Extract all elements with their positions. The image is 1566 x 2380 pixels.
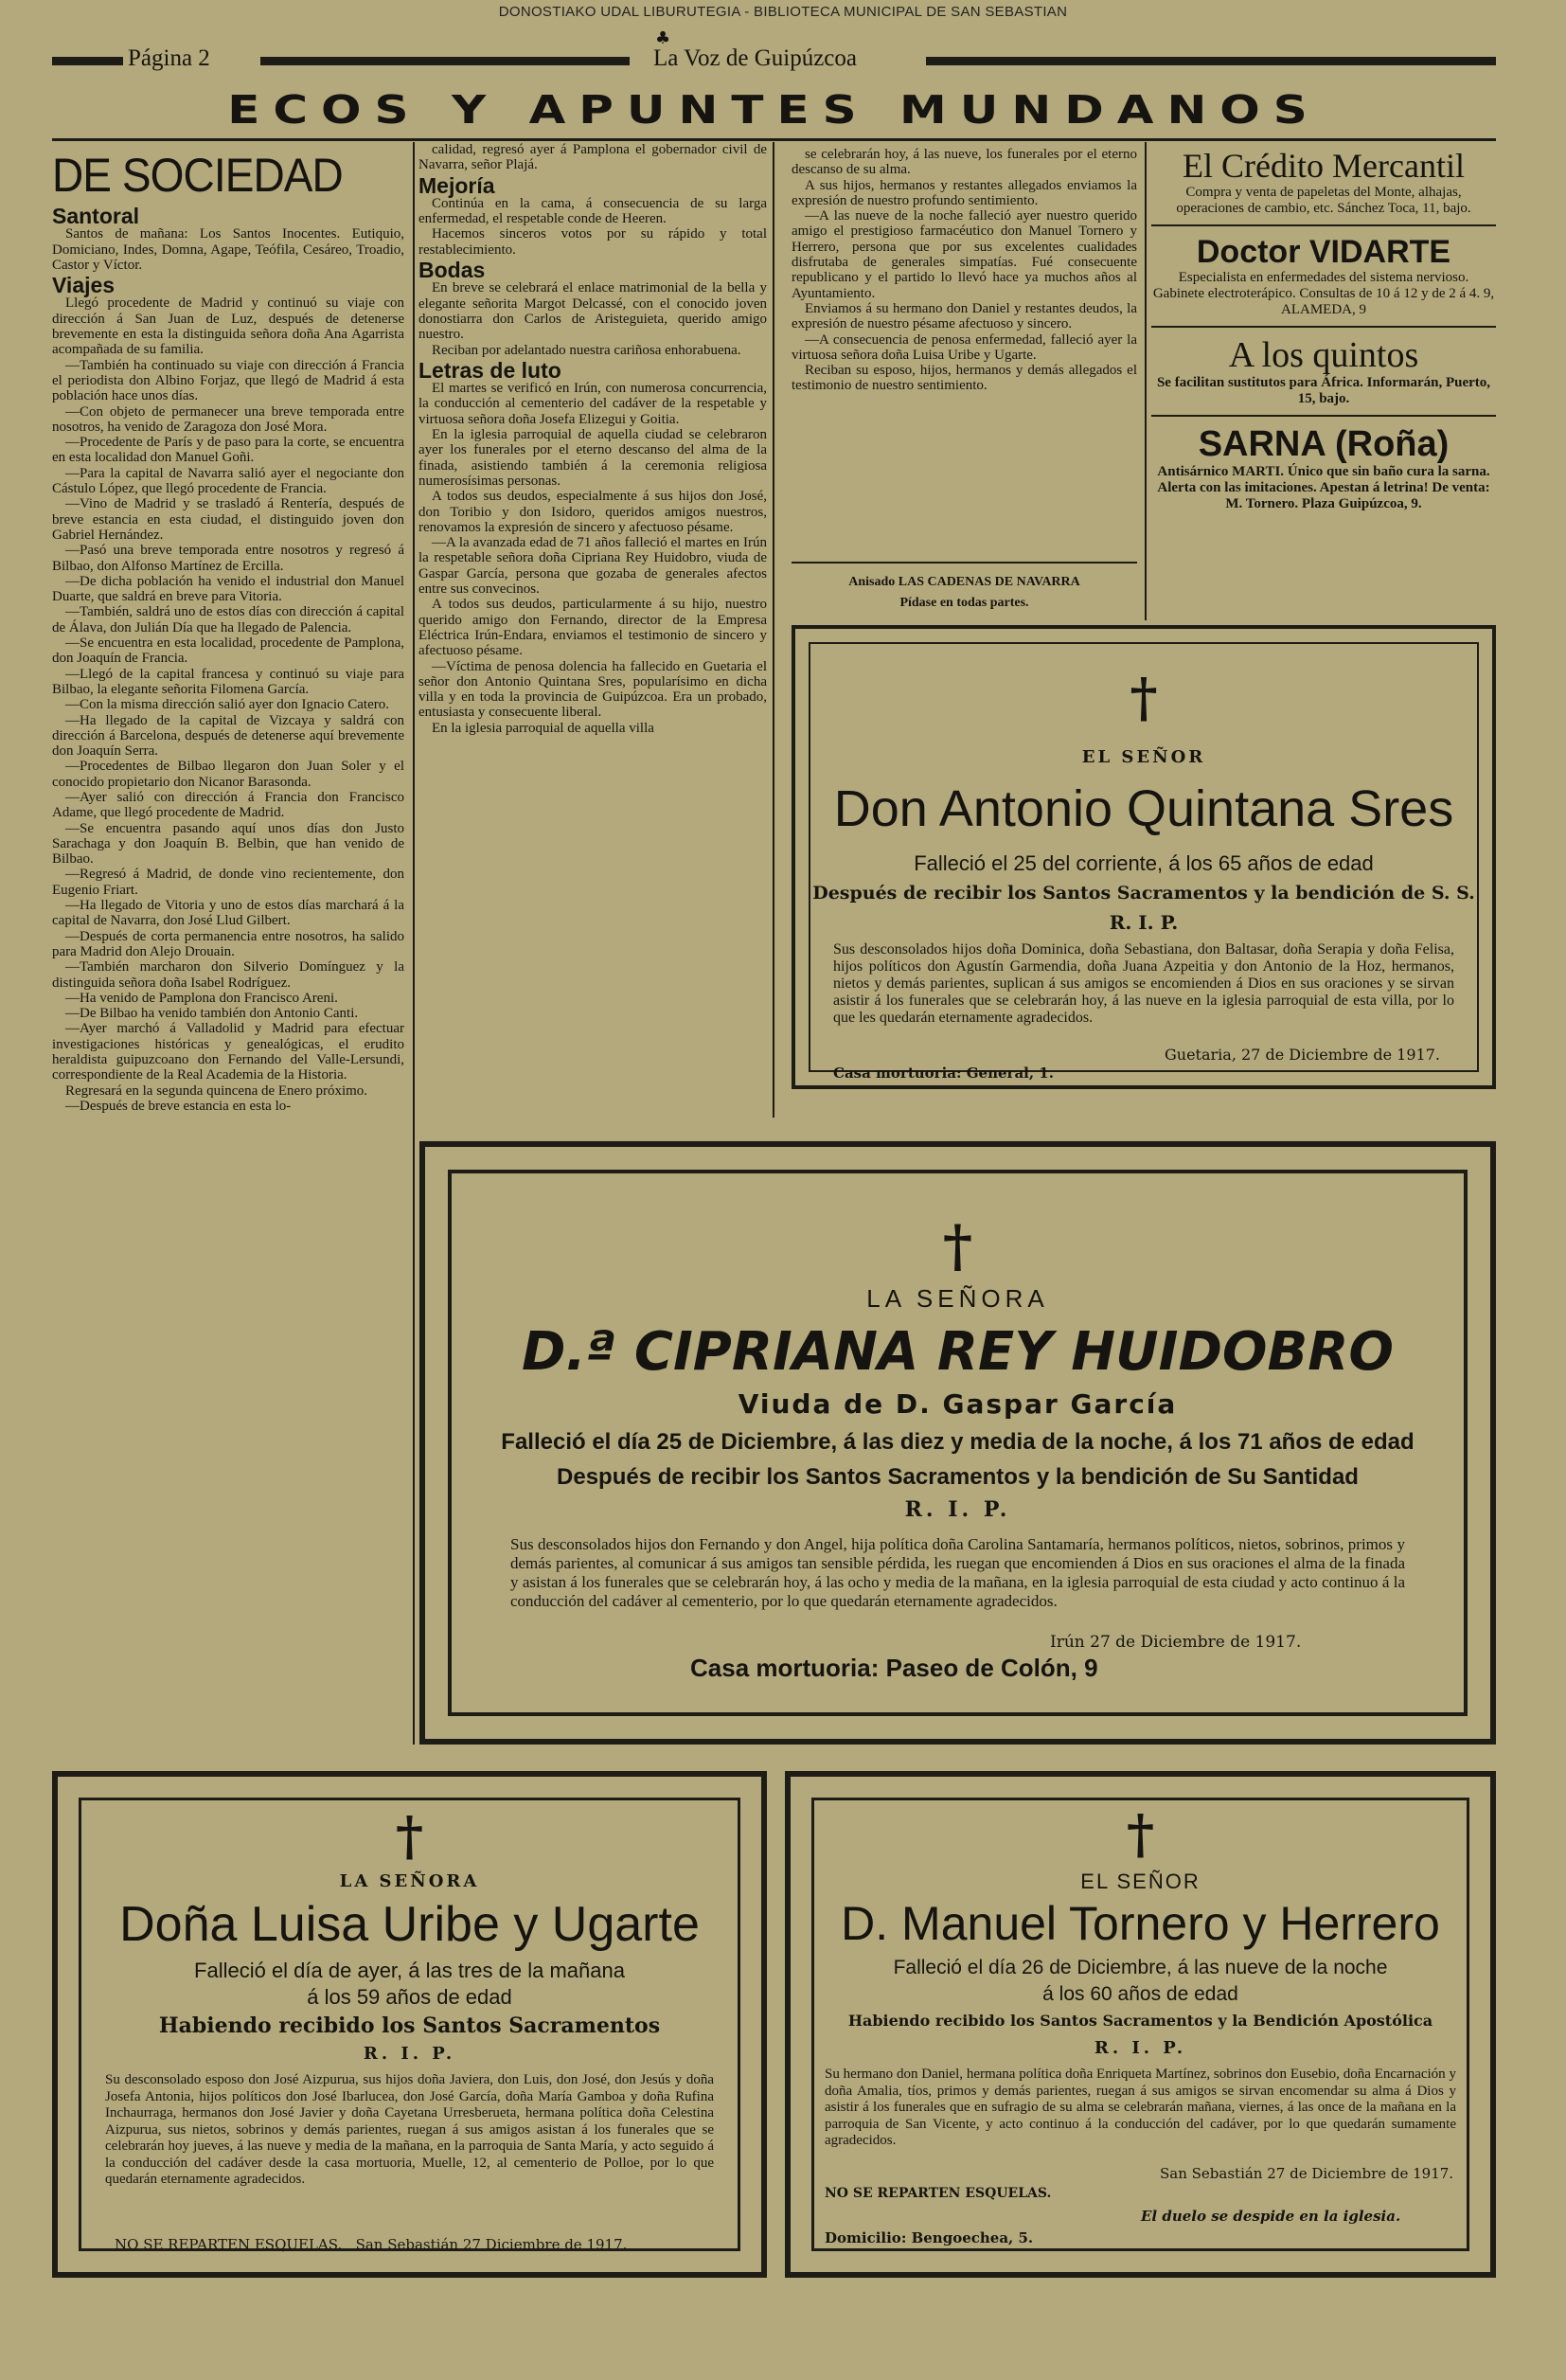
sociedad-title: DE SOCIEDAD [52,149,343,202]
viajes-paragraph: —Con objeto de permanecer una breve temporada entre nosotros, ha venido de Zaragoza don José Mora. [52,403,404,435]
viajes-paragraph: —Se encuentra pasando aquí unos días don Justo Sarachaga y don Joaquín B. Belbin, que han venido de Bilbao. [52,820,404,868]
viajes-list [52,295,404,1114]
viajes-paragraph: —Pasó una breve temporada entre nosotros y regresó á Bilbao, don Alfonso Martínez de Ercilla. [52,543,404,574]
obituary-rip: R. I. P. [1094,2038,1187,2058]
viajes-paragraph: —Llegó de la capital francesa y continuó su viaje para Bilbao, la elegante señorita Filomena García. [52,666,404,697]
viajes-paragraph: —También marcharon don Silverio Domínguez y la distinguida señora doña Isabel Rodríguez. [52,959,404,991]
condolence-paragraph: se celebrarán hoy, á las nueve, los funerales por el eterno descanso de su alma. [792,147,1137,178]
viajes-paragraph: —De Bilbao ha venido también don Antonio Canti. [65,1006,359,1022]
obituary-name: D. Manuel Tornero y Herrero [841,1897,1440,1950]
luto-paragraph: —A la avanzada edad de 71 años falleció el martes en Irún la respetable señora doña Cipriana Rey Huidobro, viuda de Gaspar García, persona que gozaba de generales afectos entre sus convecinos. [418,535,767,598]
obituary-place-date: Irún 27 de Diciembre de 1917. [1050,1633,1302,1652]
quintos-title: A los quintos [1228,335,1419,375]
ad-rule-2 [1151,326,1496,328]
obituary-casa: Casa mortuoria: Paseo de Colón, 9 [690,1654,1098,1682]
obituary-rip: R. I. P. [363,2044,456,2064]
luto-paragraph: —Víctima de penosa dolencia ha fallecido en Guetaria el señor don Antonio Quintana Sres, popularísimo en dicha villa y en toda la provincia de Guipúzcoa. Era un probado, entusiasta y consecuente liberal. [418,658,767,721]
vidarte-text: Especialista en enfermedades del sistema nervioso. Gabinete electroterápico. Consultas de 10 á 12 y de 2 á 4. 9, ALAMEDA, 9 [1152,270,1495,317]
newspaper-name: La Voz de Guipúzcoa [653,45,857,71]
ads-column [1151,147,1496,512]
viajes-paragraph: —Procedentes de Bilbao llegaron don Juan Soler y el conocido propietario don Nicanor Barasonda. [52,759,404,790]
column-divider-1 [413,142,415,1745]
column-divider-2 [773,142,774,1118]
obituary-quintana [792,625,1496,1089]
sarna-text: Antisárnico MARTI. Único que sin baño cura la sarna. Alerta con las imitaciones. Apestan á letrina! De venta: M. Tornero. Plaza Guipúzcoa, 9. [1157,464,1490,511]
viajes-paragraph: —Ha llegado de la capital de Vizcaya y saldrá con dirección á Barcelona, después de detenerse aquí brevemente don Joaquín Serra. [52,712,404,760]
obituary-line1: Falleció el día 25 de Diciembre, á las diez y media de la noche, á los 71 años de edad [501,1429,1415,1455]
anisado-notice: Anisado LAS CADENAS DE NAVARRA [848,575,1080,589]
viajes-paragraph: —Después de breve estancia en esta lo- [65,1098,292,1114]
mejoria-list [418,196,767,258]
anisado-notice-2: Pídase en todas partes. [899,596,1029,610]
cross-icon: † [1130,667,1158,729]
obituary-body: Sus desconsolados hijos don Fernando y don Angel, hija política doña Carolina Santamaría, hermanos políticos, nietos, sobrinos, primos y demás parientes, al comunicar á sus amigos tan sensible pérdida, les ruegan que encomienden á Dios en sus oraciones el alma de la finada y asistan á los funerales que se celebrarán hoy, á las ocho y media de la mañana, en la iglesia parroquial de esta ciudad y acto continuo á la conducción del cadáver al cementerio, por lo que quedarán eternamente agradecidos. [510,1535,1405,1610]
obituary-label: EL SEÑOR [1080,1870,1201,1893]
viajes-paragraph: —De dicha población ha venido el industrial don Manuel Duarte, que saldrá en breve para Vitoria. [52,573,404,605]
obituary-label: EL SEÑOR [1081,747,1206,767]
condolence-list [792,147,1137,394]
header-rule-right [926,57,1496,65]
obituary-line2: á los 60 años de edad [1042,1983,1238,2005]
luto-list [418,381,767,736]
viajes-paragraph: —Se encuentra en esta localidad, procedente de Pamplona, don Joaquín de Francia. [52,635,404,667]
viajes-paragraph: —Procedente de París y de paso para la corte, se encuentra en esta localidad don Manuel Goñi. [52,435,404,466]
page-label: Página 2 [128,45,210,71]
obituary-line2: Después de recibir los Santos Sacramentos y la bendición de S. S. [812,883,1475,904]
bodas-paragraph: En breve se celebrará el enlace matrimonial de la bella y elegante señorita Margot Delcassé, con el conocido joven donostiarra don Carlos de Aristeguieta, querido amigo nuestro. [418,280,767,343]
obituary-name: D.ª CIPRIANA REY HUIDOBRO [522,1321,1394,1383]
column-divider-3 [1145,142,1147,620]
obituary-domicilio: Domicilio: Bengoechea, 5. [825,2229,1034,2246]
quintos-text: Se facilitan sustitutos para África. Informarán, Puerto, 15, bajo. [1156,375,1491,406]
mejoria-paragraph: Hacemos sinceros votos por su rápido y total restablecimiento. [418,226,767,258]
viajes-paragraph: —También ha continuado su viaje con dirección á Francia el periodista don Albino Forjaz, que llegó de Madrid á esta población hace unos días. [52,357,404,404]
bodas-paragraph: Reciban por adelantado nuestra cariñosa enhorabuena. [432,342,741,358]
obituary-rip: R. I. P. [904,1497,1011,1522]
credito-title: El Crédito Mercantil [1183,147,1465,185]
ad-rule-1 [1151,224,1496,226]
viajes-paragraph: —Ha llegado de Vitoria y uno de estos días marchará á la capital de Navarra, don José Llud Gilbert. [52,898,404,929]
obituary-name: Don Antonio Quintana Sres [833,780,1454,837]
luto-paragraph: En la iglesia parroquial de aquella villa [432,720,654,736]
obituary-line2: á los 59 años de edad [307,1985,512,2009]
obituary-line2: Después de recibir los Santos Sacramentos y la bendición de Su Santidad [557,1464,1359,1490]
header-rule-mid [260,57,630,65]
obituary-line1: Falleció el día 26 de Diciembre, á las nueve de la noche [893,1957,1388,1978]
obituary-no-esquelas: NO SE REPARTEN ESQUELAS. [825,2186,1052,2201]
obituary-label: LA SEÑORA [866,1284,1049,1313]
viajes-paragraph: Llegó procedente de Madrid y continuó su viaje con dirección á San Juan de Luz, después de detenerse brevemente en esta la distinguida señora doña Ana Agarrista acompañada de su familia. [52,295,404,358]
luto-paragraph: A todos sus deudos, particularmente á su hijo, nuestro querido amigo don Fernando, director de la Empresa Eléctrica Irún-Endara, enviamos el testimonio de sincero y afectuoso pésame. [418,597,767,659]
vidarte-title: Doctor VIDARTE [1196,234,1451,270]
viajes-paragraph: —Después de corta permanencia entre nosotros, ha salido para Madrid don Alejo Drouain. [52,928,404,959]
viajes-paragraph: —Ayer marchó á Valladolid y Madrid para efectuar investigaciones históricas y genealógicas, el erudito heraldista guipuzcoano don Fernando del Valle-Lersundi, correspondiente de la Real Academia de la Historia. [52,1021,404,1083]
obituary-name: Doña Luisa Uribe y Ugarte [119,1897,700,1952]
obituary-body: Su hermano don Daniel, hermana política doña Enriqueta Martínez, sobrinos don Eusebio, doña Encarnación y doña Amalia, tíos, primos y demás parientes, ruegan á sus amigos se sirvan encomendar su alma á Dios y asistir á los funerales que en sufragio de su alma se celebrarán mañana, viernes, á las once de la mañana en la parroquia de San Vicente, y acto continuo á la conducción del cadáver, por lo que quedarán sumamente agradecidos. [825,2067,1456,2148]
santoral-text: Santos de mañana: Los Santos Inocentes. Eutiquio, Domiciano, Indes, Domna, Agape, Teófila, Cesáreo, Troadio, Castor y Víctor. [52,226,404,273]
column-notes [418,142,767,736]
obituary-rip: R. I. P. [1109,911,1179,934]
bodas-list [418,280,767,357]
condolence-paragraph: —A las nueve de la noche falleció ayer nuestro querido amigo el prestigioso farmacéutico don Manuel Tornero y Herrero, persona que por sus excelentes cualidades disfrutaba de generales simpatías. Fué consecuente republicano y el partido lo llevó hace ya muchos años al Ayuntamiento. [792,208,1137,301]
viajes-paragraph: —También, saldrá uno de estos días con dirección á capital de Álava, don Julián Día que ha llegado de Palencia. [52,604,404,635]
viajes-paragraph: —Regresó á Madrid, de donde vino recientemente, don Eugenio Friart. [52,867,404,898]
col2-intro: calidad, regresó ayer á Pamplona el gobernador civil de Navarra, señor Plajá. [418,142,767,173]
obituary-subtitle: Viuda de D. Gaspar García [738,1388,1178,1420]
mejoria-paragraph: Continúa en la cama, á consecuencia de su larga enfermedad, el respetable conde de Heeren. [418,195,767,227]
column-sociedad [52,147,404,1114]
obituary-casa: Casa mortuoria: General, 1. [833,1065,1054,1082]
luto-paragraph: En la iglesia parroquial de aquella ciudad se celebraron ayer los funerales por el eterno descanso del alma de la finada, asistiendo también á la ceremonia religiosa numerosísimas personas. [418,427,767,489]
obituary-line1: Falleció el día de ayer, á las tres de la mañana [194,1959,625,1982]
ad-rule-3 [1151,415,1496,417]
obituary-duelo: El duelo se despide en la iglesia. [1141,2208,1401,2225]
header-rule-left [52,57,123,65]
luto-heading: Letras de luto [418,357,561,383]
obituary-tornero [785,1771,1496,2278]
obituary-place-date: San Sebastián 27 de Diciembre de 1917. [1160,2165,1454,2182]
sarna-title: SARNA (Roña) [1198,424,1450,464]
condolence-paragraph: A sus hijos, hermanos y restantes allegados enviamos la expresión de nuestro profundo sentimiento. [792,177,1137,208]
santoral-heading: Santoral [52,204,140,228]
column-condolences [792,147,1137,610]
condolence-paragraph: Reciban su esposo, hijos, hermanos y demás allegados el testimonio de nuestro sentimiento. [792,363,1137,394]
viajes-paragraph: —Para la capital de Navarra salió ayer el negociante don Cástulo López, que llegó procedente de Francia. [52,465,404,497]
condolence-paragraph: —A consecuencia de penosa enfermedad, falleció ayer la virtuosa señora doña Luisa Uribe y Ugarte. [792,331,1137,363]
obituary-line3: Habiendo recibido los Santos Sacramentos y la Bendición Apostólica [847,2012,1433,2030]
notice-rule [792,562,1137,564]
archive-header: DONOSTIAKO UDAL LIBURUTEGIA - BIBLIOTECA MUNICIPAL DE SAN SEBASTIAN [498,4,1068,20]
viajes-paragraph: —Con la misma dirección salió ayer don Ignacio Catero. [65,697,389,713]
bodas-heading: Bodas [418,258,486,283]
obituary-body: Su desconsolado esposo don José Aizpurua, sus hijos doña Javiera, don Luis, don José, don Jesús y doña Josefa Antonia, hijos políticos don José Ibarlucea, don José García, doña María Gamboa y doña Rufina Inchaurraga, hermanos don José Javier y doña Cayetana Urresberueta, hermana política doña Celestina Aizpurua, sus nietos, sobrinos y demás parientes, ruegan á sus amigos asistan á los funerales que se celebrarán hoy jueves, á las nueve y media de la mañana, en la parroquia de Santa María, y acto seguido á la conducción del cadáver desde la casa mortuoria, Muelle, 12, al cementerio de Polloe, por lo que quedarán eternamente agradecidos. [105,2072,714,2187]
obituary-label: LA SEÑORA [339,1871,480,1891]
obituary-footer: NO SE REPARTEN ESQUELAS. San Sebastián 27 Diciembre de 1917. [115,2236,628,2253]
cross-icon: † [395,1805,424,1868]
condolence-paragraph: Enviamos á su hermano don Daniel y restantes deudos, la expresión de nuestro pésame afectuoso y sincero. [792,300,1137,332]
viajes-paragraph: —Ha venido de Pamplona don Francisco Areni. [65,990,338,1006]
obituary-line1: Falleció el 25 del corriente, á los 65 años de edad [914,851,1374,875]
viajes-heading: Viajes [52,273,116,298]
obituary-body: Sus desconsolados hijos doña Dominica, doña Sebastiana, don Baltasar, doña Serapia y doña Felisa, hijos políticos don Agustín Garmendia, doña Juana Azpeitia y don Antonio de la Hoz, hermanos, nietos y demás parientes, suplican á sus amigos se encomienden á Dios en sus oraciones y se sirvan asistir á los funerales que se celebrarán hoy, á las nueve en la iglesia parroquial de esta villa, por lo que les quedarán eternamente agradecidos. [833,941,1454,1026]
viajes-paragraph: —Ayer salió con dirección á Francia don Francisco Adame, que llegó procedente de Madrid. [52,789,404,821]
viajes-paragraph: —Vino de Madrid y se trasladó á Rentería, después de breve estancia en esta ciudad, el distinguido joven don Gabriel Hernández. [52,496,404,543]
obituary-uribe [52,1771,767,2278]
obituary-place-date: Guetaria, 27 de Diciembre de 1917. [1165,1046,1440,1064]
header-ornament-icon: ♣ [655,28,671,48]
cross-icon: † [942,1213,973,1279]
section-masthead: ECOS Y APUNTES MUNDANOS [227,87,1321,133]
mejoria-heading: Mejoría [418,172,495,198]
credito-text: Compra y venta de papeletas del Monte, alhajas, operaciones de cambio, etc. Sánchez Toca, 11, bajo. [1176,185,1471,216]
viajes-paragraph: Regresará en la segunda quincena de Enero próximo. [65,1083,368,1099]
luto-paragraph: El martes se verificó en Irún, con numerosa concurrencia, la conducción al cementerio del cadáver de la respetable y virtuosa señora doña Josefa Elizegui y Goitia. [418,381,767,427]
obituary-cipriana [419,1141,1496,1745]
obituary-line3: Habiendo recibido los Santos Sacramentos [158,2013,661,2038]
luto-paragraph: A todos sus deudos, especialmente á sus hijos don José, don Toribio y don Isidoro, queridos amigos nuestros, renovamos la expresión de sincero y afectuoso pésame. [418,489,767,535]
masthead-underline [52,138,1496,141]
cross-icon: † [1126,1803,1155,1866]
